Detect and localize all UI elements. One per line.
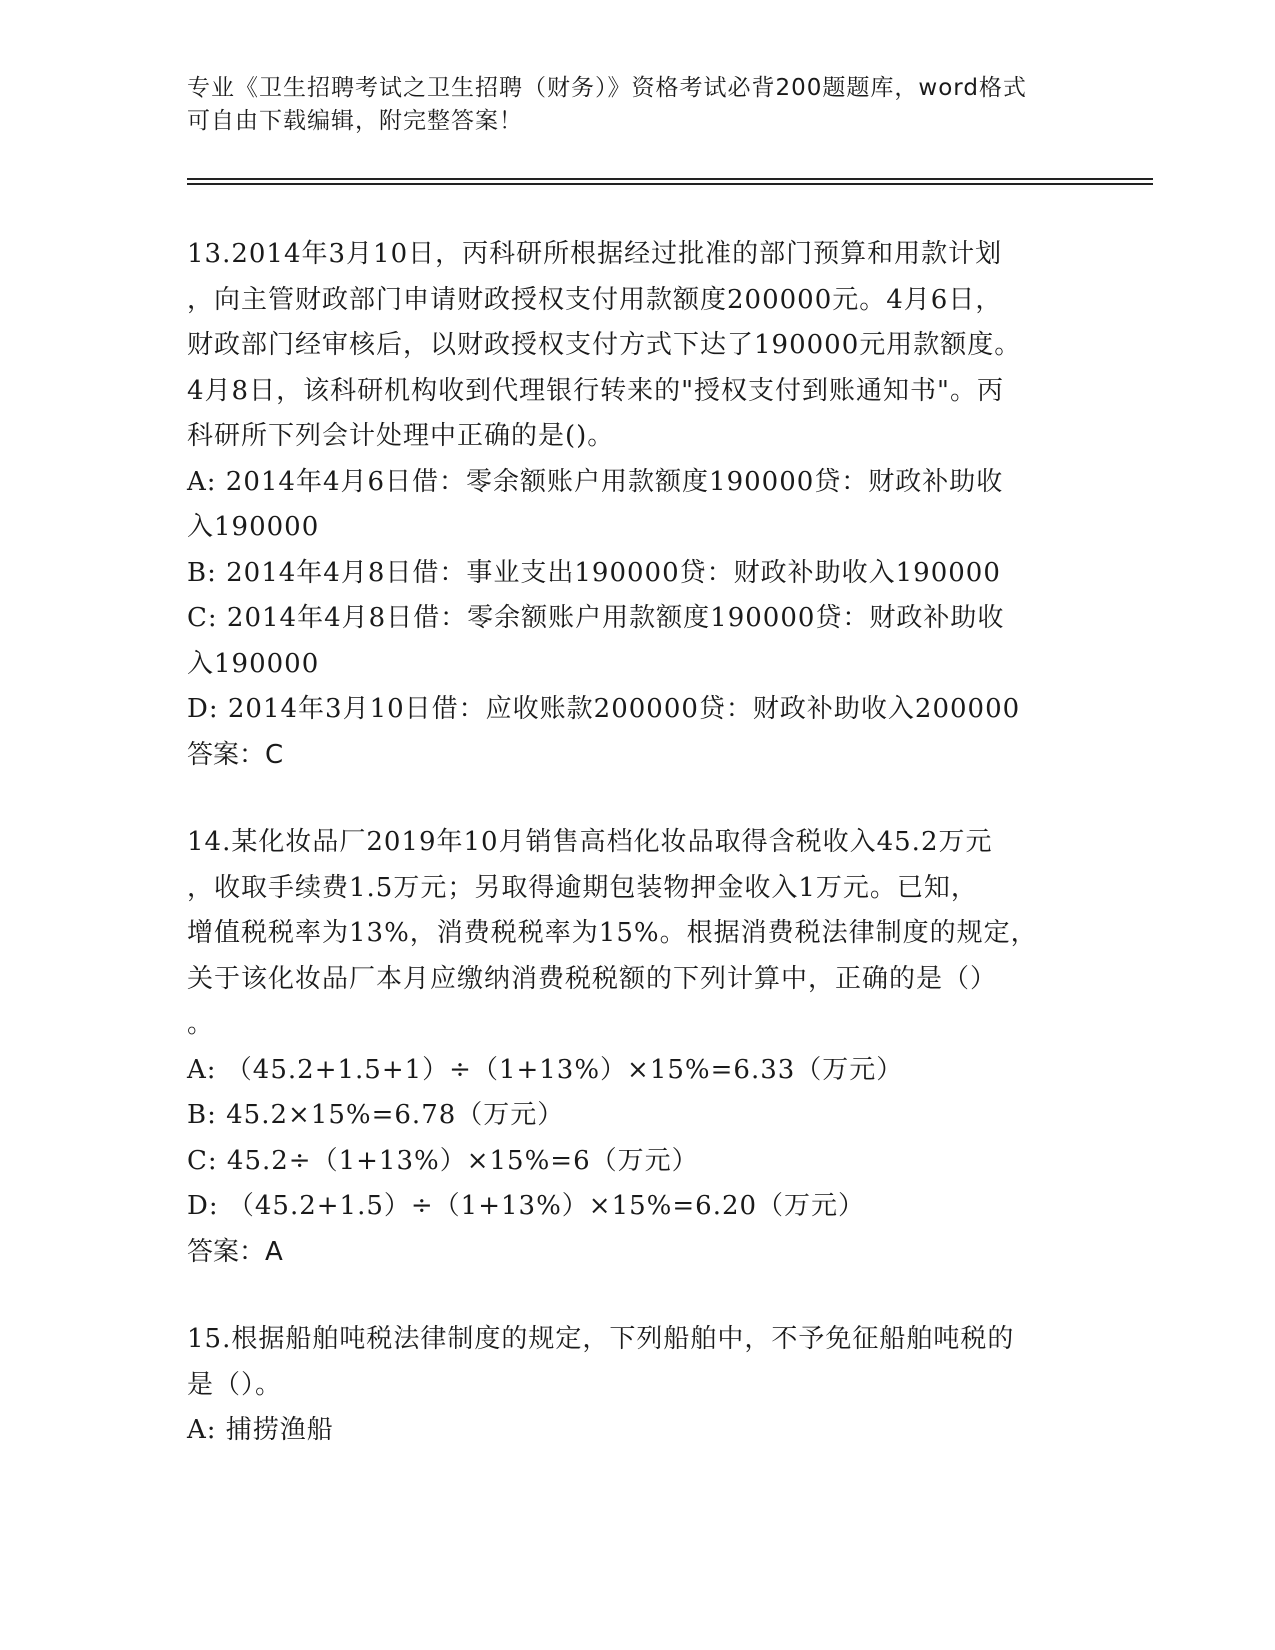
option-d: D: （45.2+1.5）÷（1+13%）×15%=6.20（万元） [187,1191,866,1221]
header-line-2: 可自由下载编辑，附完整答案！ [187,108,523,134]
header-divider-top [187,178,1153,180]
question-text-line: ，收取手续费1.5万元；另取得逾期包装物押金收入1万元。已知， [187,872,978,903]
header-line-1: 专业《卫生招聘考试之卫生招聘（财务）》资格考试必背200题题库，word格式 [187,75,1027,101]
question-text-line: 增值税税率为13%，消费税税率为15%。根据消费税法律制度的规定， [187,918,1038,948]
question-13 [187,232,1087,778]
option-d: D: 2014年3月10日借：应收账款200000贷：财政补助收入200000 [187,694,1021,724]
option-c: C: 2014年4月8日借：零余额账户用款额度190000贷：财政补助收 [187,603,1005,633]
option-a: A: 2014年4月6日借：零余额账户用款额度190000贷：财政补助收 [187,466,1004,497]
question-text-line: 。 [187,1009,215,1039]
question-spacer [187,778,1087,820]
question-text-line: 财政部门经审核后，以财政授权支付方式下达了190000元用款额度。 [187,330,1022,360]
option-c-continued: 入190000 [187,648,320,679]
question-text-line: 13.2014年3月10日，丙科研所根据经过批准的部门预算和用款计划 [187,239,1003,269]
question-text-line: 15.根据船舶吨税法律制度的规定，下列船舶中，不予免征船舶吨税的 [187,1324,1015,1354]
header-divider-bottom [187,183,1153,185]
question-list [187,232,1087,1454]
question-text-line: 14.某化妆品厂2019年10月销售高档化妆品取得含税收入45.2万元 [187,827,993,857]
answer-label: 答案：C [187,739,284,770]
option-a: A: 捕捞渔船 [187,1415,334,1445]
option-b: B: 45.2×15%=6.78（万元） [187,1100,565,1130]
question-text-line: 科研所下列会计处理中正确的是()。 [187,421,615,451]
question-spacer [187,1275,1087,1317]
document-header [187,72,1067,138]
option-b: B: 2014年4月8日借：事业支出190000贷：财政补助收入190000 [187,557,1001,588]
question-14 [187,820,1087,1275]
question-text-line: 是（）。 [187,1369,283,1400]
question-text-line: 4月8日，该科研机构收到代理银行转来的"授权支付到账通知书"。丙 [187,375,1005,406]
answer-label: 答案：A [187,1236,283,1267]
option-a: A: （45.2+1.5+1）÷（1+13%）×15%=6.33（万元） [187,1054,904,1085]
question-text-line: 关于该化妆品厂本月应缴纳消费税税额的下列计算中，正确的是（） [187,963,998,994]
question-15 [187,1317,1087,1454]
question-text-line: ，向主管财政部门申请财政授权支付用款额度200000元。4月6日， [187,284,1003,315]
option-c: C: 45.2÷（1+13%）×15%=6（万元） [187,1145,699,1176]
option-a-continued: 入190000 [187,512,320,542]
